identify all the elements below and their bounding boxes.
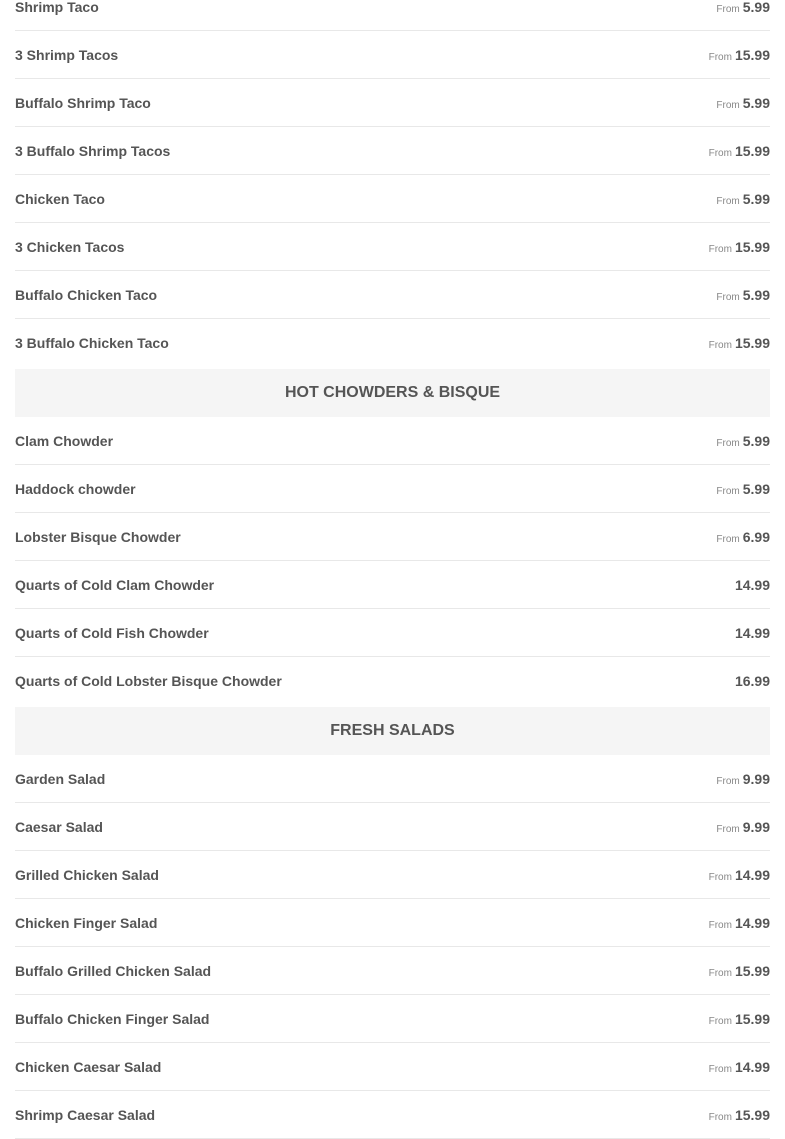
item-price <box>709 47 770 63</box>
item-price <box>709 867 770 883</box>
item-name: Chicken Caesar Salad <box>15 1058 162 1075</box>
item-name: Quarts of Cold Clam Chowder <box>15 576 215 593</box>
menu-item[interactable] <box>15 803 770 851</box>
from-label: From <box>716 823 740 835</box>
from-label: From <box>708 919 732 931</box>
from-label: From <box>716 775 740 787</box>
menu-item[interactable] <box>15 995 770 1043</box>
section-header-chowders: HOT CHOWDERS & BISQUE <box>15 369 770 417</box>
price-value: 15.99 <box>734 1106 770 1123</box>
price-value: 6.99 <box>742 528 770 545</box>
from-label: From <box>716 3 740 15</box>
item-name: Buffalo Chicken Taco <box>15 286 158 303</box>
item-name: Quarts of Cold Fish Chowder <box>15 624 209 641</box>
item-name: Haddock chowder <box>15 480 136 497</box>
item-name: Buffalo Shrimp Taco <box>15 94 151 111</box>
from-label: From <box>708 243 732 255</box>
menu-item[interactable] <box>15 465 770 513</box>
item-name: Clam Chowder <box>15 432 114 449</box>
item-name: Caesar Salad <box>15 818 103 835</box>
from-label: From <box>708 51 732 63</box>
item-price <box>716 433 770 449</box>
from-label: From <box>708 1015 732 1027</box>
menu-item[interactable] <box>15 851 770 899</box>
from-label: From <box>716 195 740 207</box>
item-price <box>709 1011 770 1027</box>
menu-item[interactable] <box>15 127 770 175</box>
menu-item[interactable] <box>15 79 770 127</box>
price-value: 15.99 <box>734 238 770 255</box>
from-label: From <box>716 99 740 111</box>
item-price <box>735 673 770 689</box>
item-price <box>716 95 770 111</box>
item-name: Buffalo Chicken Finger Salad <box>15 1010 210 1027</box>
from-label: From <box>716 533 740 545</box>
item-name: Buffalo Grilled Chicken Salad <box>15 962 212 979</box>
item-price <box>716 819 770 835</box>
menu-item[interactable] <box>15 947 770 995</box>
menu-item[interactable] <box>15 609 770 657</box>
item-price <box>716 191 770 207</box>
item-name: 3 Buffalo Shrimp Tacos <box>15 142 171 159</box>
menu-item[interactable] <box>15 417 770 465</box>
item-price <box>709 335 770 351</box>
price-value: 5.99 <box>742 0 770 15</box>
menu-item[interactable] <box>15 0 770 31</box>
menu-item[interactable] <box>15 755 770 803</box>
item-price <box>709 1107 770 1123</box>
from-label: From <box>708 871 732 883</box>
from-label: From <box>716 291 740 303</box>
menu-item[interactable] <box>15 175 770 223</box>
item-name: 3 Shrimp Tacos <box>15 46 119 63</box>
price-value: 15.99 <box>734 142 770 159</box>
price-value: 14.99 <box>734 624 770 641</box>
item-price <box>716 529 770 545</box>
menu-item[interactable] <box>15 31 770 79</box>
from-label: From <box>716 437 740 449</box>
menu-item[interactable] <box>15 1091 770 1139</box>
price-value: 14.99 <box>734 866 770 883</box>
item-name: Grilled Chicken Salad <box>15 866 159 883</box>
price-value: 15.99 <box>734 962 770 979</box>
menu-item[interactable] <box>15 899 770 947</box>
item-price <box>709 1059 770 1075</box>
from-label: From <box>716 485 740 497</box>
price-value: 5.99 <box>742 480 770 497</box>
item-price <box>735 577 770 593</box>
price-value: 14.99 <box>734 914 770 931</box>
from-label: From <box>708 147 732 159</box>
menu-item[interactable] <box>15 1043 770 1091</box>
price-value: 5.99 <box>742 190 770 207</box>
menu-item[interactable] <box>15 223 770 271</box>
item-price <box>716 771 770 787</box>
menu-item[interactable] <box>15 271 770 319</box>
menu-item[interactable] <box>15 561 770 609</box>
from-label: From <box>708 339 732 351</box>
price-value: 15.99 <box>734 1010 770 1027</box>
price-value: 15.99 <box>734 334 770 351</box>
price-value: 14.99 <box>734 1058 770 1075</box>
item-price <box>716 0 770 15</box>
item-name: 3 Chicken Tacos <box>15 238 125 255</box>
item-name: Chicken Finger Salad <box>15 914 158 931</box>
item-price <box>709 963 770 979</box>
from-label: From <box>708 1063 732 1075</box>
item-name: Garden Salad <box>15 770 106 787</box>
item-price <box>709 143 770 159</box>
price-value: 9.99 <box>742 770 770 787</box>
price-value: 5.99 <box>742 432 770 449</box>
price-value: 16.99 <box>734 672 770 689</box>
item-price <box>709 239 770 255</box>
price-value: 14.99 <box>734 576 770 593</box>
price-value: 9.99 <box>742 818 770 835</box>
item-name: Shrimp Taco <box>15 0 99 15</box>
item-name: Shrimp Caesar Salad <box>15 1106 156 1123</box>
item-name: Quarts of Cold Lobster Bisque Chowder <box>15 672 282 689</box>
menu-item[interactable] <box>15 657 770 704</box>
item-name: Lobster Bisque Chowder <box>15 528 181 545</box>
price-value: 5.99 <box>742 286 770 303</box>
item-price <box>716 481 770 497</box>
menu-item[interactable] <box>15 513 770 561</box>
section-header-salads: FRESH SALADS <box>15 707 770 755</box>
from-label: From <box>708 1111 732 1123</box>
from-label: From <box>708 967 732 979</box>
price-value: 15.99 <box>734 46 770 63</box>
item-name: 3 Buffalo Chicken Taco <box>15 334 169 351</box>
item-price <box>716 287 770 303</box>
item-price <box>709 915 770 931</box>
item-name: Chicken Taco <box>15 190 105 207</box>
menu-item[interactable] <box>15 319 770 366</box>
item-price <box>735 625 770 641</box>
menu-list <box>15 0 770 1139</box>
price-value: 5.99 <box>742 94 770 111</box>
